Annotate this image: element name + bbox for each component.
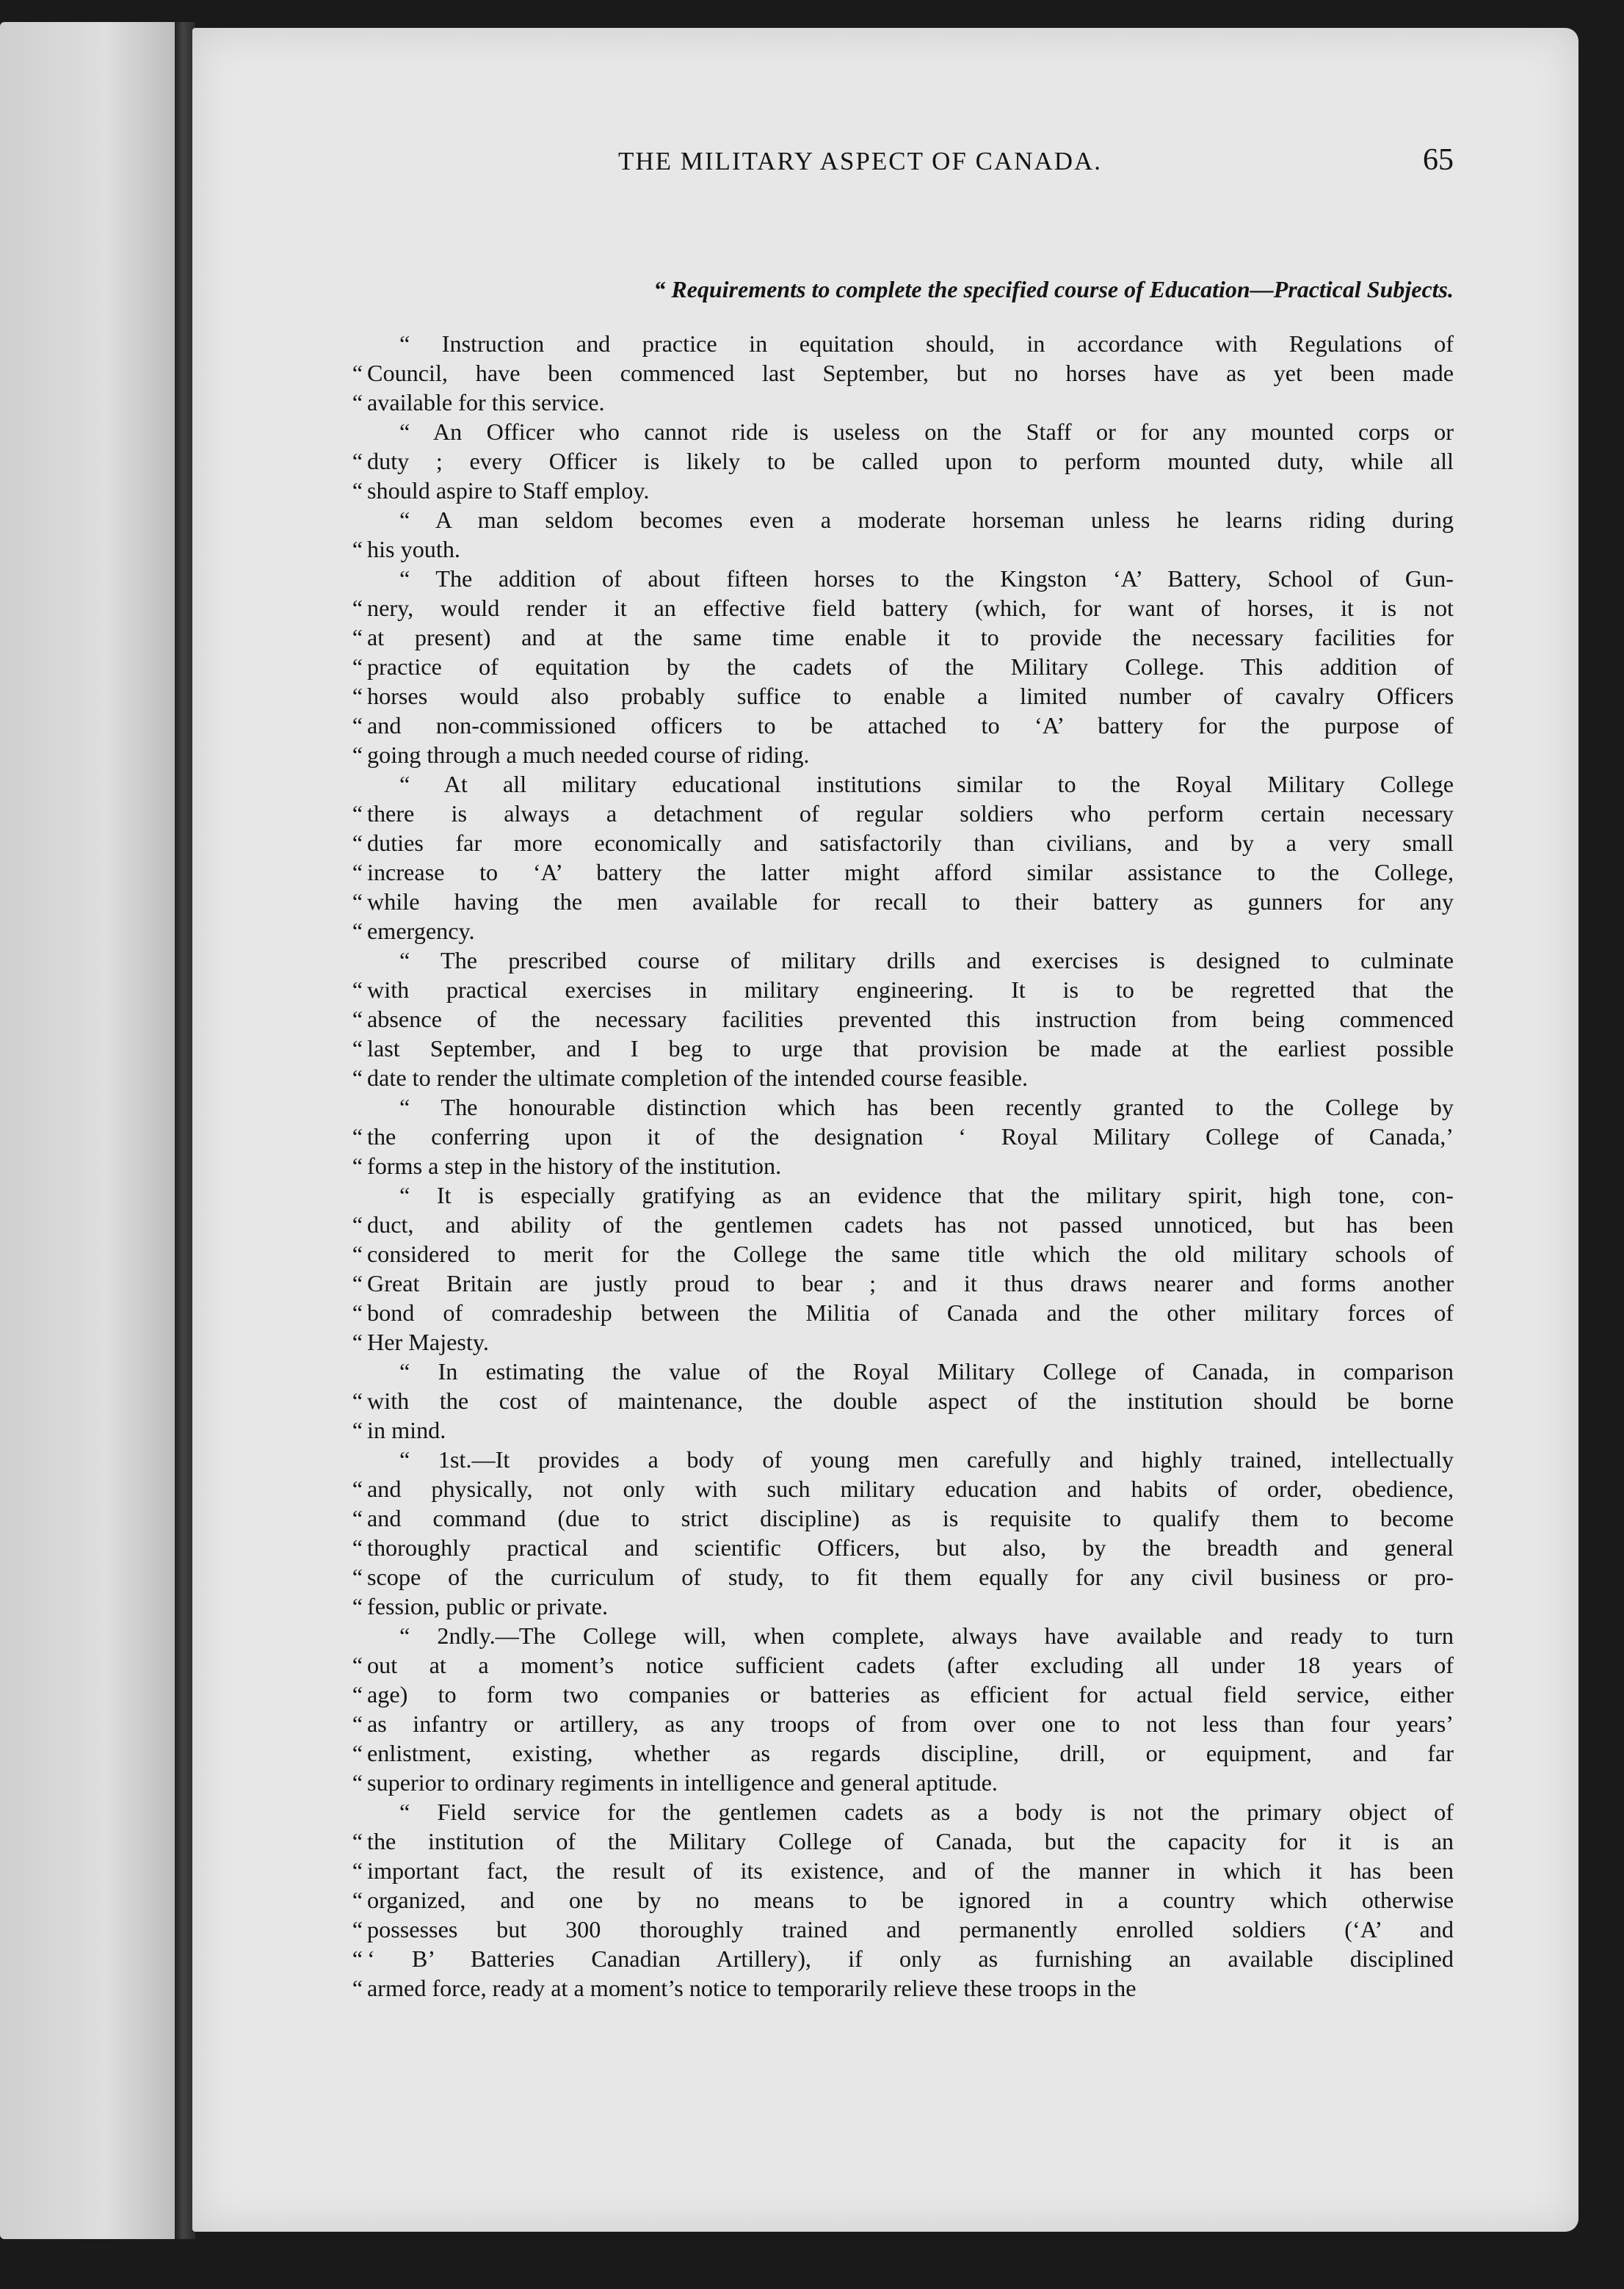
line-text: available for this service.	[367, 389, 605, 416]
continuation-quote-mark: “	[352, 595, 363, 621]
text-line	[352, 1327, 1454, 1357]
text-line	[367, 769, 1454, 799]
text-line	[352, 1210, 1454, 1239]
text-line	[352, 1004, 1454, 1034]
text-line	[352, 681, 1454, 711]
continuation-quote-mark: “	[352, 389, 363, 416]
text-line	[367, 1180, 1454, 1210]
paragraph	[352, 1621, 1454, 1797]
text-line	[352, 1973, 1454, 2003]
continuation-quote-mark: “	[352, 360, 363, 386]
paragraph	[352, 564, 1454, 769]
line-text: “ In estimating the value of the Royal Military College of Canada, in comparison	[399, 1358, 1454, 1385]
text-line	[367, 946, 1454, 975]
text-line	[352, 1298, 1454, 1327]
text-line	[367, 1797, 1454, 1827]
line-text: possesses but 300 thoroughly trained and permanently enrolled soldiers (‘A’ and	[367, 1916, 1454, 1942]
text-line	[352, 1415, 1454, 1445]
paragraph	[352, 329, 1454, 417]
line-text: horses would also probably suffice to enable a limited number of cavalry Officers	[367, 683, 1454, 709]
text-line	[352, 711, 1454, 740]
continuation-quote-mark: “	[352, 1975, 363, 2001]
text-line	[352, 1944, 1454, 1973]
paragraph	[352, 505, 1454, 564]
text-line	[352, 534, 1454, 564]
paragraph	[352, 1180, 1454, 1357]
line-text: duct, and ability of the gentlemen cadets has not passed unnoticed, but has been	[367, 1211, 1454, 1238]
line-text: thoroughly practical and scientific Officers, but also, by the breadth and general	[367, 1534, 1454, 1561]
text-line	[352, 623, 1454, 652]
text-line	[352, 1034, 1454, 1063]
line-text: “ 2ndly.—The College will, when complete, always have available and ready to turn	[399, 1622, 1454, 1649]
section-caption: “ Requirements to complete the specified course of Education—Practical Subjects.	[653, 276, 1454, 302]
continuation-quote-mark: “	[352, 1711, 363, 1737]
line-text: armed force, ready at a moment’s notice to temporarily relieve these troops in the	[367, 1975, 1137, 2001]
paragraph	[352, 1092, 1454, 1180]
line-text: important fact, the result of its existence, and of the manner in which it has been	[367, 1857, 1454, 1884]
paragraph	[352, 1445, 1454, 1621]
line-text: “ The honourable distinction which has been recently granted to the College by	[399, 1094, 1454, 1120]
line-text: there is always a detachment of regular soldiers who perform certain necessary	[367, 800, 1454, 827]
text-line	[352, 388, 1454, 417]
text-line	[352, 1269, 1454, 1298]
paragraph	[352, 1357, 1454, 1445]
continuation-quote-mark: “	[352, 1828, 363, 1854]
continuation-quote-mark: “	[352, 1299, 363, 1326]
text-line	[352, 1063, 1454, 1092]
line-text: enlistment, existing, whether as regards discipline, drill, or equipment, and far	[367, 1740, 1454, 1766]
line-text: with the cost of maintenance, the double aspect of the institution should be borne	[367, 1387, 1454, 1414]
paragraph	[352, 417, 1454, 505]
running-head-title: THE MILITARY ASPECT OF CANADA.	[618, 147, 1103, 175]
text-line	[352, 1738, 1454, 1768]
line-text: and non-commissioned officers to be attached to ‘A’ battery for the purpose of	[367, 712, 1454, 739]
text-line	[352, 740, 1454, 769]
line-text: the institution of the Military College of Canada, but the capacity for it is an	[367, 1828, 1454, 1854]
line-text: fession, public or private.	[367, 1593, 609, 1619]
continuation-quote-mark: “	[352, 1270, 363, 1296]
text-line	[367, 564, 1454, 593]
continuation-quote-mark: “	[352, 1534, 363, 1561]
running-head	[426, 143, 1454, 191]
continuation-quote-mark: “	[352, 1857, 363, 1884]
page-number: 65	[1423, 143, 1454, 177]
text-line	[352, 1533, 1454, 1562]
line-text: date to render the ultimate completion of the intended course feasible.	[367, 1064, 1029, 1091]
line-text: organized, and one by no means to be ignored in a country which otherwise	[367, 1887, 1454, 1913]
text-line	[352, 1151, 1454, 1180]
line-text: ‘ B’ Batteries Canadian Artillery), if only as furnishing an available disciplined	[367, 1945, 1454, 1972]
continuation-quote-mark: “	[352, 624, 363, 650]
line-text: “ At all military educational institutions similar to the Royal Military College	[399, 771, 1454, 797]
text-line	[352, 1650, 1454, 1680]
line-text: considered to merit for the College the same title which the old military schools of	[367, 1241, 1454, 1267]
paragraph	[352, 946, 1454, 1092]
line-text: increase to ‘A’ battery the latter might afford similar assistance to the College,	[367, 859, 1454, 885]
line-text: “ 1st.—It provides a body of young men carefully and highly trained, intellectually	[399, 1446, 1454, 1473]
continuation-quote-mark: “	[352, 1652, 363, 1678]
continuation-quote-mark: “	[352, 1593, 363, 1619]
line-text: out at a moment’s notice sufficient cadets (after excluding all under 18 years of	[367, 1652, 1454, 1678]
continuation-quote-mark: “	[352, 1769, 363, 1796]
line-text: Her Majesty.	[367, 1329, 489, 1355]
line-text: “ It is especially gratifying as an evidence that the military spirit, high tone, con-	[399, 1182, 1454, 1208]
line-text: age) to form two companies or batteries as efficient for actual field service, either	[367, 1681, 1454, 1708]
text-line	[367, 329, 1454, 358]
continuation-quote-mark: “	[352, 653, 363, 680]
text-line	[352, 916, 1454, 946]
continuation-quote-mark: “	[352, 1887, 363, 1913]
text-line	[352, 446, 1454, 476]
line-text: emergency.	[367, 918, 475, 944]
line-text: bond of comradeship between the Militia of Canada and the other military forces of	[367, 1299, 1454, 1326]
text-line	[367, 417, 1454, 446]
continuation-quote-mark: “	[352, 448, 363, 474]
text-line	[367, 1092, 1454, 1122]
continuation-quote-mark: “	[352, 1681, 363, 1708]
line-text: as infantry or artillery, as any troops of from over one to not less than four years’	[367, 1711, 1454, 1737]
continuation-quote-mark: “	[352, 1241, 363, 1267]
continuation-quote-mark: “	[352, 1211, 363, 1238]
line-text: practice of equitation by the cadets of the Military College. This addition of	[367, 653, 1454, 680]
continuation-quote-mark: “	[352, 1564, 363, 1590]
text-line	[352, 358, 1454, 388]
text-line	[367, 1445, 1454, 1474]
continuation-quote-mark: “	[352, 918, 363, 944]
line-text: while having the men available for recall to their battery as gunners for any	[367, 888, 1454, 915]
text-line	[352, 1592, 1454, 1621]
text-line	[352, 1856, 1454, 1885]
text-line	[352, 1827, 1454, 1856]
text-line	[352, 1885, 1454, 1915]
body-text	[352, 275, 1454, 2003]
text-line	[352, 1768, 1454, 1797]
continuation-quote-mark: “	[352, 859, 363, 885]
continuation-quote-mark: “	[352, 536, 363, 562]
text-line	[352, 652, 1454, 681]
continuation-quote-mark: “	[352, 712, 363, 739]
line-text: “ Field service for the gentlemen cadets as a body is not the primary object of	[399, 1799, 1454, 1825]
text-line	[352, 1915, 1454, 1944]
line-text: superior to ordinary regiments in intelligence and general aptitude.	[367, 1769, 998, 1796]
continuation-quote-mark: “	[352, 976, 363, 1003]
continuation-quote-mark: “	[352, 1505, 363, 1531]
text-line	[367, 1621, 1454, 1650]
continuation-quote-mark: “	[352, 1740, 363, 1766]
continuation-quote-mark: “	[352, 1123, 363, 1150]
continuation-quote-mark: “	[352, 1417, 363, 1443]
continuation-quote-mark: “	[352, 1329, 363, 1355]
text-line	[352, 828, 1454, 857]
continuation-quote-mark: “	[352, 1476, 363, 1502]
line-text: Great Britain are justly proud to bear ; and it thus draws nearer and forms another	[367, 1270, 1454, 1296]
line-text: Council, have been commenced last September, but no horses have as yet been made	[367, 360, 1454, 386]
text-line	[367, 505, 1454, 534]
line-text: scope of the curriculum of study, to fit them equally for any civil business or pro-	[367, 1564, 1454, 1590]
continuation-quote-mark: “	[352, 683, 363, 709]
text-line	[352, 1122, 1454, 1151]
continuation-quote-mark: “	[352, 888, 363, 915]
continuation-quote-mark: “	[352, 1153, 363, 1179]
text-line	[352, 1680, 1454, 1709]
continuation-quote-mark: “	[352, 1035, 363, 1062]
continuation-quote-mark: “	[352, 1387, 363, 1414]
text-line	[367, 1357, 1454, 1386]
continuation-quote-mark: “	[352, 800, 363, 827]
text-line	[352, 476, 1454, 505]
line-text: “ The addition of about fifteen horses to the Kingston ‘A’ Battery, School of Gun-	[399, 565, 1454, 592]
continuation-quote-mark: “	[352, 1945, 363, 1972]
line-text: and command (due to strict discipline) as is requisite to qualify them to become	[367, 1505, 1454, 1531]
continuation-quote-mark: “	[352, 477, 363, 504]
continuation-quote-mark: “	[352, 1916, 363, 1942]
line-text: duty ; every Officer is likely to be called upon to perform mounted duty, while all	[367, 448, 1454, 474]
continuation-quote-mark: “	[352, 1006, 363, 1032]
line-text: at present) and at the same time enable it to provide the necessary facilities for	[367, 624, 1454, 650]
continuation-quote-mark: “	[352, 741, 363, 768]
text-line	[352, 799, 1454, 828]
line-text: absence of the necessary facilities prevented this instruction from being commenced	[367, 1006, 1454, 1032]
text-line	[352, 593, 1454, 623]
text-line	[352, 887, 1454, 916]
paragraph-list	[352, 329, 1454, 2003]
text-line	[352, 1474, 1454, 1503]
text-line	[352, 1239, 1454, 1269]
line-text: “ The prescribed course of military drills and exercises is designed to culminate	[399, 947, 1454, 973]
text-line	[352, 1503, 1454, 1533]
line-text: “ An Officer who cannot ride is useless on the Staff or for any mounted corps or	[399, 418, 1454, 445]
line-text: in mind.	[367, 1417, 446, 1443]
continuation-quote-mark: “	[352, 1064, 363, 1091]
text-line	[352, 1386, 1454, 1415]
text-line	[352, 1562, 1454, 1592]
continuation-quote-mark: “	[352, 830, 363, 856]
paragraph	[352, 1797, 1454, 2003]
line-text: should aspire to Staff employ.	[367, 477, 650, 504]
facing-page-edge	[0, 22, 176, 2239]
text-line	[352, 975, 1454, 1004]
paragraph	[352, 769, 1454, 946]
line-text: forms a step in the history of the institution.	[367, 1153, 782, 1179]
line-text: the conferring upon it of the designation ‘ Royal Military College of Canada,’	[367, 1123, 1454, 1150]
line-text: nery, would render it an effective field battery (which, for want of horses, it is not	[367, 595, 1454, 621]
line-text: his youth.	[367, 536, 460, 562]
text-line	[352, 1709, 1454, 1738]
line-text: “ Instruction and practice in equitation should, in accordance with Regulations of	[399, 330, 1454, 357]
line-text: with practical exercises in military engineering. It is to be regretted that the	[367, 976, 1454, 1003]
line-text: “ A man seldom becomes even a moderate horseman unless he learns riding during	[399, 507, 1454, 533]
line-text: duties far more economically and satisfactorily than civilians, and by a very small	[367, 830, 1454, 856]
line-text: going through a much needed course of riding.	[367, 741, 810, 768]
line-text: and physically, not only with such military education and habits of order, obedience,	[367, 1476, 1454, 1502]
line-text: last September, and I beg to urge that provision be made at the earliest possible	[367, 1035, 1454, 1062]
text-line	[352, 857, 1454, 887]
